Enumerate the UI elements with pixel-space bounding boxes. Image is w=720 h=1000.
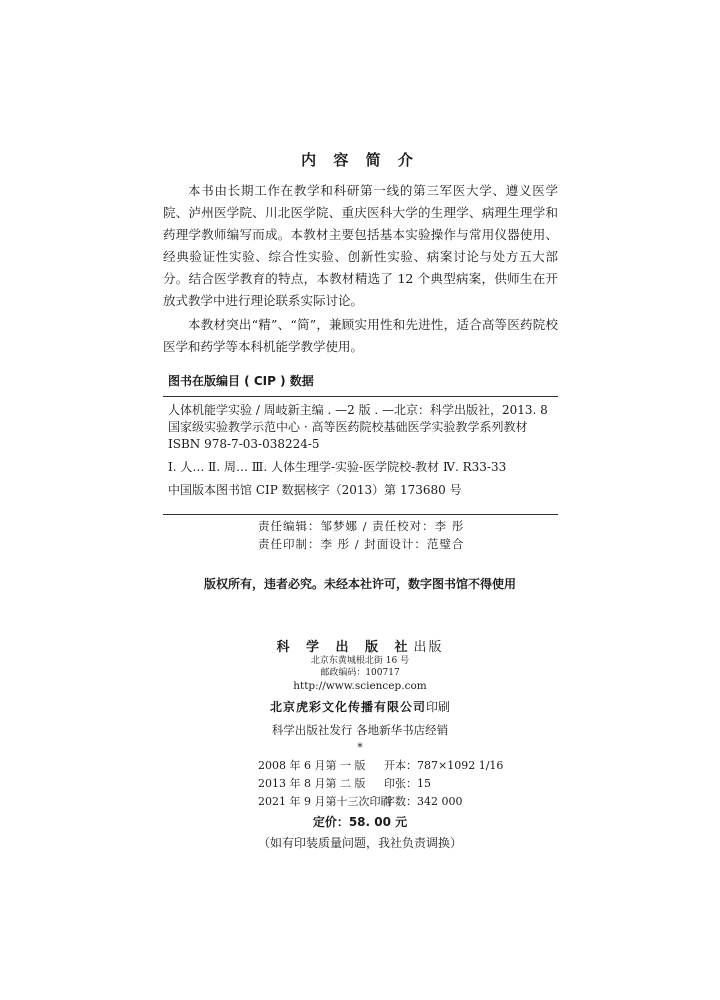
publisher-name-suffix: 出版 — [413, 640, 444, 655]
cip-top-rule — [163, 396, 558, 397]
printer-name: 北京虎彩文化传播有限公司 — [269, 700, 426, 714]
editor-credit-line-1: 责任编辑：邹梦娜 / 责任校对：李 彤 — [258, 519, 465, 533]
edition-row — [258, 757, 503, 775]
publisher-name-main: 科 学 出 版 社 — [276, 640, 414, 655]
price-label: 定价：58. 00 元 — [312, 815, 408, 829]
edition-info — [258, 757, 503, 811]
copyright-statement: 版权所有，违者必究。未经本社许可，数字图书馆不得使用 — [203, 577, 516, 591]
edition-detail: 开本：787×1092 1/16 — [384, 759, 504, 772]
edition-date: 2013 年 8 月第 二 版 — [258, 777, 366, 790]
cip-line-classification: Ⅰ. 人… Ⅱ. 周… Ⅲ. 人体生理学-实验-医学院校-教材 Ⅳ. R33-33 — [168, 460, 507, 474]
edition-row — [258, 793, 503, 811]
edition-date: 2021 年 9 月第十三次印刷 — [258, 795, 392, 808]
edition-detail: 字数：342 000 — [384, 795, 463, 808]
publisher-name — [0, 636, 720, 655]
editor-credit-line-2: 责任印制：李 彤 / 封面设计：范璧合 — [258, 537, 465, 551]
summary-body — [163, 180, 558, 360]
printer-suffix: 印刷 — [426, 700, 451, 714]
cip-block — [168, 402, 558, 499]
publisher-postcode: 邮政编码：100717 — [320, 668, 400, 678]
edition-detail: 印张：15 — [384, 777, 431, 790]
publisher-url: http://www.sciencep.com — [293, 680, 427, 692]
summary-paragraph-1: 本书由长期工作在教学和科研第一线的第三军医大学、遵义医学院、泸州医学院、川北医学院、重庆医科大学的生理学、病理生理学和药理学教师编写而成。本教材主要包括基本实验操作与常用仪器使用、经典验证性实验、综合性实验、创新性实验、病案讨论与处方五大部分。结合医学教育的特点，本教材精选了 12 个典型病案，供师生在开放式教学中进行理论联系实际讨论。 — [163, 183, 558, 308]
edition-date: 2008 年 6 月第 一 版 — [258, 759, 366, 772]
separator-asterisk: * — [357, 741, 363, 754]
quality-notice: （如有印装质量问题，我社负责调换） — [257, 836, 462, 850]
summary-heading: 内 容 简 介 — [301, 151, 419, 169]
edition-row — [258, 775, 503, 793]
summary-paragraph-2: 本教材突出“精”、“简”，兼顾实用性和先进性，适合高等医药院校医学和药学等本科机能学教学使用。 — [163, 317, 558, 354]
cip-bottom-rule — [163, 514, 558, 515]
publisher-block — [0, 636, 720, 693]
editor-credits — [258, 517, 464, 553]
printer-line — [0, 698, 720, 715]
cip-line-title: 人体机能学实验 / 周岐新主编 . —2 版 . —北京：科学出版社，2013. 8 — [168, 403, 548, 417]
publisher-address: 北京东黄城根北街 16 号 — [310, 656, 410, 666]
distribution-line: 科学出版社发行 各地新华书店经销 — [271, 723, 449, 737]
cip-line-series: 国家级实验教学示范中心 · 高等医药院校基础医学实验教学系列教材 — [168, 420, 528, 434]
cip-line-isbn: ISBN 978-7-03-038224-5 — [168, 437, 320, 451]
cip-line-record: 中国版本图书馆 CIP 数据核字（2013）第 173680 号 — [168, 483, 462, 497]
cip-heading: 图书在版编目 ( CIP ) 数据 — [168, 374, 314, 388]
